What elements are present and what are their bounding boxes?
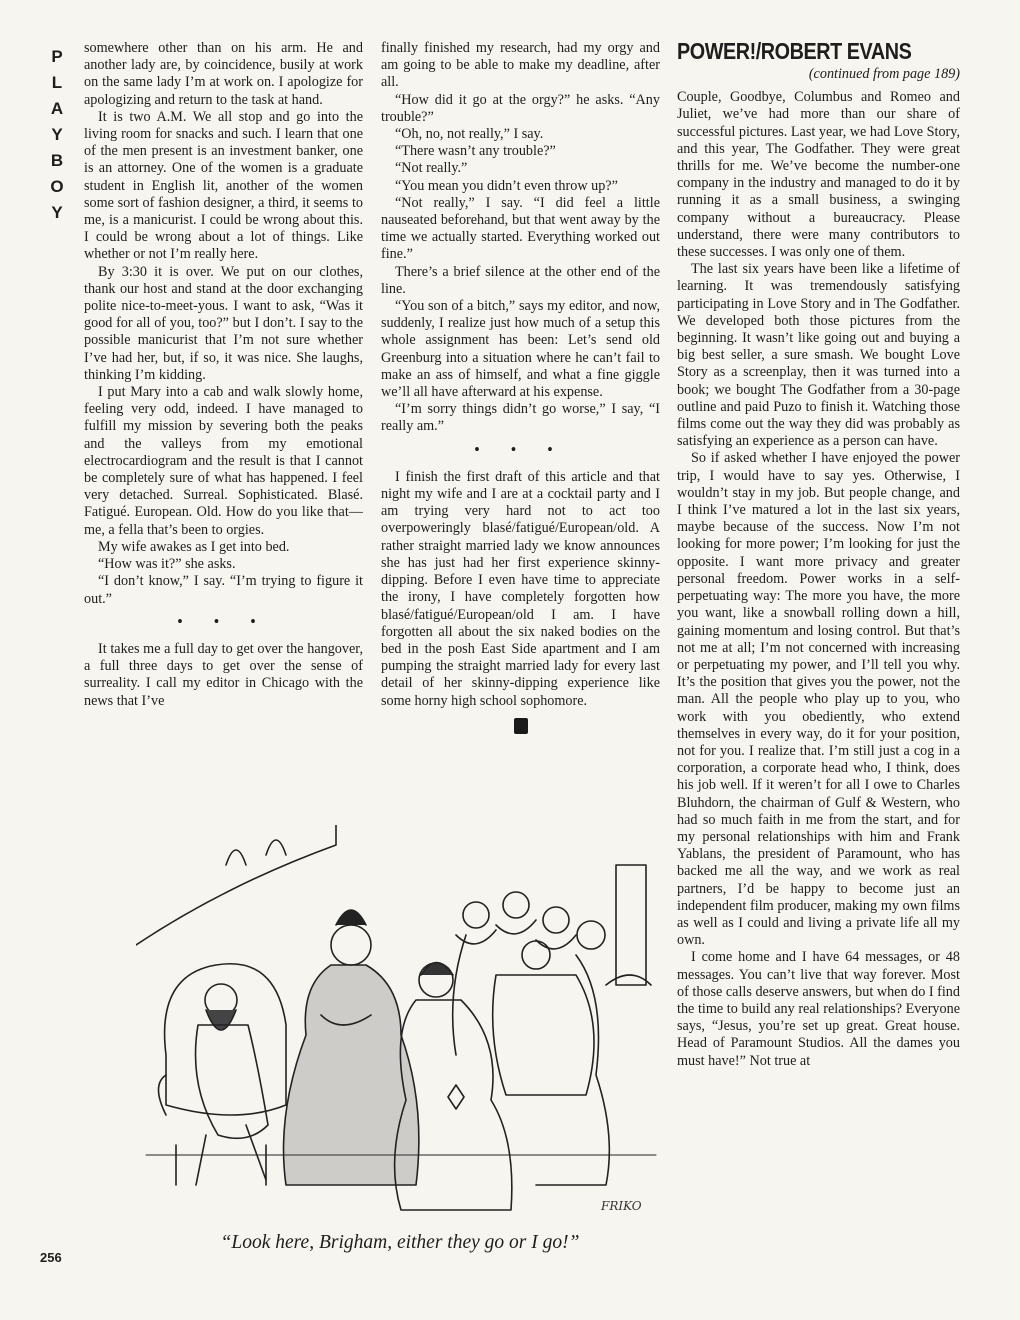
- paragraph: It takes me a full day to get over the hangover, a full three days to get over the sense of surreality. I call my editor in Chicago with the news that I’ve: [84, 640, 363, 709]
- magazine-letter: B: [50, 151, 64, 170]
- paragraph: It is two A.M. We all stop and go into the living room for snacks and such. I learn that one of the men present is an investment banker, one is an attorney. One of the women is a graduate student in English lit, another of the women some sort of fashion designer, a third, it seems to me, is a manicurist. I could be wrong about this. I could be wrong about a lot of things. Like whether or not I’m really here.: [84, 108, 363, 263]
- cartoon-signature: FRIKO: [601, 1199, 642, 1213]
- article-column-1: [84, 40, 363, 710]
- paragraph: I put Mary into a cab and walk slowly home, feeling very odd, indeed. I have managed to fulfill my mission by severing both the peaks and the valleys from my emotional electrocardiogram and the result is that I cannot be completely sure of what has happened. I feel very detached. Surreal. Sophisticated. Blasé. Fatigué. European. Old. How do you like that—me, a fella that’s been to orgies.: [84, 384, 363, 538]
- article-column-2: [381, 40, 660, 734]
- cartoon-illustration: [136, 825, 666, 1225]
- paragraph: I finish the first draft of this article and that night my wife and I are at a cocktail party and I am trying very hard not to act too overpoweringly blasé/fatigué/European/old. A rather straight married lady we know announces she has just had her first experience skinny-dipping. Before I even have time to appreciate the irony, I have completely forgotten how blasé/fatigué/European/old I am. I have forgotten all about the six naked bodies on the bed in the posh East Side apartment and I am pumping the straight married lady for every last detail of her skinny-dipping experience like some horny high school sophomore.: [381, 468, 660, 709]
- end-mark-icon: [514, 718, 528, 734]
- paragraph: The last six years have been like a lifetime of learning. It was tremendously satisfying participating in Love Story and in The Godfather. We developed both those pictures from the beginning. It wasn’t like going out and buying a big best seller, a sure smash. We bought Love Story as a screenplay, then it was turned into a book; we bought The Godfather from a 30-page outline and paid Puzo to finish it. Watching those films come out the way they did was probably as satisfying an experience as a person can have.: [677, 261, 960, 450]
- paragraph: “Not really.”: [395, 160, 468, 177]
- magazine-name: [44, 44, 70, 226]
- cartoon-caption: “Look here, Brigham, either they go or I go!”: [220, 1232, 580, 1253]
- paragraph: “How was it?” she asks.: [98, 556, 236, 573]
- paragraph: “I’m sorry things didn’t go worse,” I say, “I really am.”: [381, 401, 660, 435]
- article-title: POWER!/ROBERT EVANS: [677, 38, 912, 64]
- paragraph: “There wasn’t any trouble?”: [395, 143, 556, 160]
- continued-note: (continued from page 189): [808, 66, 960, 82]
- page-number: 256: [40, 1250, 62, 1265]
- paragraph: By 3:30 it is over. We put on our clothes, thank our host and stand at the door exchanging polite nice-to-meet-yous. I want to ask, “Was it good for all of you, too?” but I don’t. I say to the possible manicurist that I’m not sure whether I’ve had her, but, if so, it was nice. She laughs, thinking I’m kidding.: [84, 263, 363, 383]
- paragraph: My wife awakes as I get into bed.: [98, 538, 290, 555]
- magazine-letter: P: [51, 47, 63, 66]
- magazine-letter: Y: [51, 125, 63, 144]
- paragraph: “You son of a bitch,” says my editor, and now, suddenly, I realize just how much of a setup this whole assignment has been: Let’s send old Greenburg into a situation where he can’t fail to make an ass of himself, and what a fine giggle we’ll all have afterward at his expense.: [381, 298, 660, 401]
- paragraph: “You mean you didn’t even throw up?”: [395, 177, 618, 194]
- paragraph: So if asked whether I have enjoyed the power trip, I would have to say yes. Otherwise, I wouldn’t stay in my job. But people change, and I think I’ve matured a lot in the last six years, maybe because of the success. Now I’m not looking for more power; I’m looking for just the opposite. I want more privacy and greater personal freedom. Power works in a self-perpetuating way: The more you have, the more you want, like a snowball rolling down a hill, gaining momentum and losing control. But that’s not me at all; I’m not concerned with increasing or perpetuating my power, and I’ll tell you why. It’s the position that gives you the power, not the man. All the people who play up to you, who work with you obediently, who extend themselves in every way, do it for your position, not for you. I realize that. I’m still just a cog in a corporation, a corporate head who, I think, does his job well. If it weren’t for all I owe to Charles Bluhdorn, the chairman of Gulf & Western, who had so much faith in me from the start, and for my personal relationships with him and Frank Yablans, the president of Paramount, who has backed me all the way, and we work as real partners, I’d be happy to become just an independent film producer, making my own films as well as I could and living a private life all my own.: [677, 450, 960, 949]
- paragraph: “Oh, no, not really,” I say.: [395, 126, 544, 143]
- paragraph: “Not really,” I say. “I did feel a little nauseated beforehand, but that went away by the time we actually started. Everything worked out fine.”: [381, 194, 660, 263]
- article-column-3: [677, 40, 960, 1070]
- paragraph: “I don’t know,” I say. “I’m trying to figure it out.”: [84, 573, 363, 607]
- paragraph: somewhere other than on his arm. He and another lady are, by coincidence, busily at work on the same lady I’m at work on. I apologize for apologizing and return to the task at hand.: [84, 40, 363, 108]
- paragraph: Couple, Goodbye, Columbus and Romeo and Juliet, we’ve had more than our share of successful pictures. Last year, we had Love Story, and this year, The Godfather. They were great thrills for me. We’ve become the number-one company in the industry and managed to do it by running it as a small business, a swinging company without a bureaucracy. Please understand, there were many contributors to these successes. I was only one of them.: [677, 89, 960, 261]
- magazine-letter: O: [50, 177, 64, 196]
- paragraph: finally finished my research, had my orgy and am going to be able to make my deadline, after all.: [381, 40, 660, 91]
- paragraph: There’s a brief silence at the other end of the line.: [381, 263, 660, 297]
- magazine-letter: A: [50, 99, 64, 118]
- paragraph: I come home and I have 64 messages, or 48 messages. You can’t live that way forever. Most of those calls deserve answers, but when do I find the time to build any real relationships? Everyone says, “Jesus, you’re set up great. Great house. Head of Paramount Studios. All the dames you must have!” Not true at: [677, 949, 960, 1069]
- paragraph: “How did it go at the orgy?” he asks. “Any trouble?”: [381, 91, 660, 125]
- magazine-letter: L: [51, 73, 63, 92]
- section-break: • • •: [474, 441, 567, 458]
- magazine-letter: Y: [51, 203, 63, 222]
- section-break: • • •: [177, 613, 270, 630]
